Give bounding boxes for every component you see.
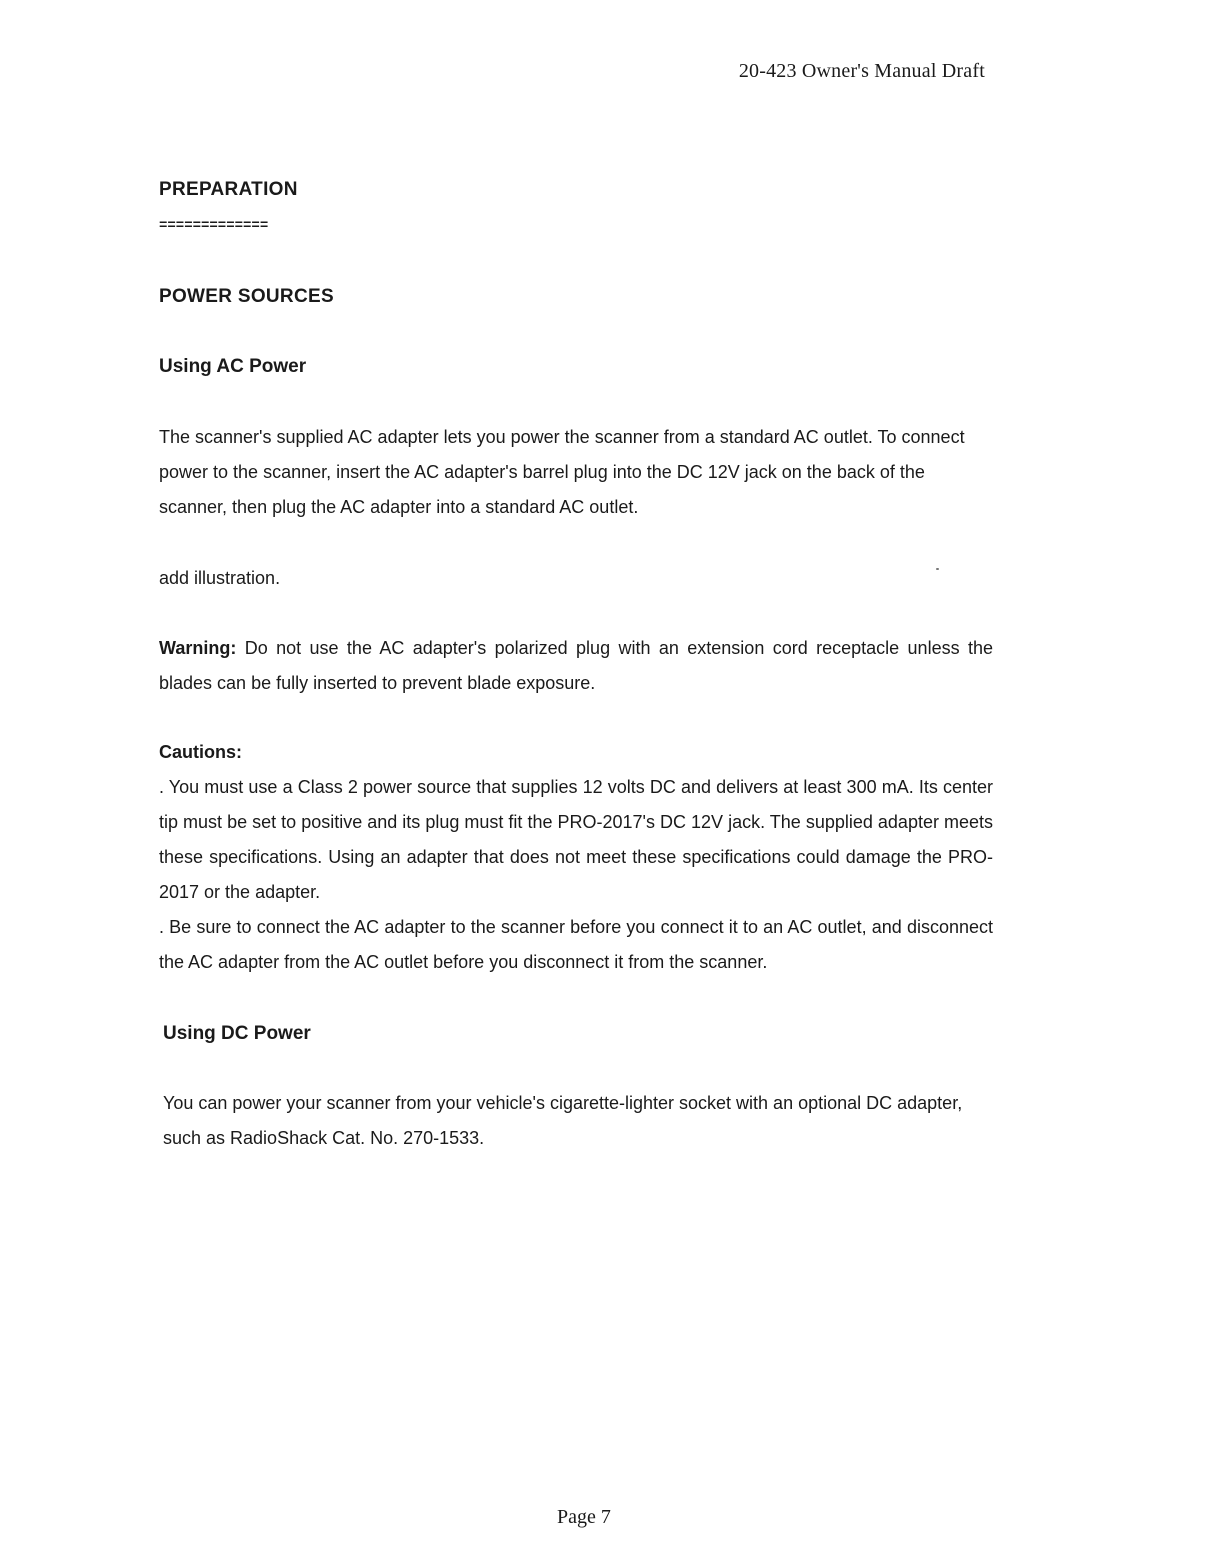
warning-text: Do not use the AC adapter's polarized plug with an extension cord receptacle unless the blades can be fully inserted to prevent blade exposure. (159, 638, 993, 693)
cautions-heading: Cautions: (159, 742, 242, 762)
illustration-note: add illustration. (159, 568, 281, 588)
ac-power-heading: Using AC Power (159, 356, 307, 377)
ac-power-paragraph (159, 420, 993, 525)
ac-power-body: The scanner's supplied AC adapter lets you power the scanner from a standard AC outlet. To connect power to the scanner, insert the AC adapter's barrel plug into the DC 12V jack on the back of the scanner, then plug the AC adapter into a standard AC outlet. (159, 427, 965, 517)
page-number: Page 7 (557, 1506, 611, 1528)
section-title: PREPARATION (159, 179, 298, 200)
running-header: 20-423 Owner's Manual Draft (738, 60, 985, 82)
warning-paragraph (159, 631, 993, 701)
caution-item-1 (159, 770, 993, 910)
section-underline: ============= (159, 218, 269, 234)
caution-item-2 (159, 910, 993, 980)
dc-power-body: You can power your scanner from your vehicle's cigarette-lighter socket with an optional DC adapter, such as RadioShack Cat. No. 270-1533. (163, 1093, 963, 1148)
power-sources-heading: POWER SOURCES (159, 286, 334, 307)
dc-power-paragraph (163, 1086, 993, 1156)
caution-text-2: . Be sure to connect the AC adapter to the scanner before you connect it to an AC outlet, and disconnect the AC adapter from the AC outlet before you disconnect it from the scanner. (159, 917, 993, 972)
warning-label: Warning: (159, 638, 237, 658)
caution-text-1: . You must use a Class 2 power source that supplies 12 volts DC and delivers at least 300 mA. Its center tip must be set to positive and its plug must fit the PRO-2017's DC 12V jack. The supplied adapter meets these specifications. Using an adapter that does not meet these specifications could damage the PRO-2017 or the adapter. (159, 777, 993, 902)
scan-speck (936, 568, 939, 570)
dc-power-heading: Using DC Power (163, 1023, 311, 1044)
